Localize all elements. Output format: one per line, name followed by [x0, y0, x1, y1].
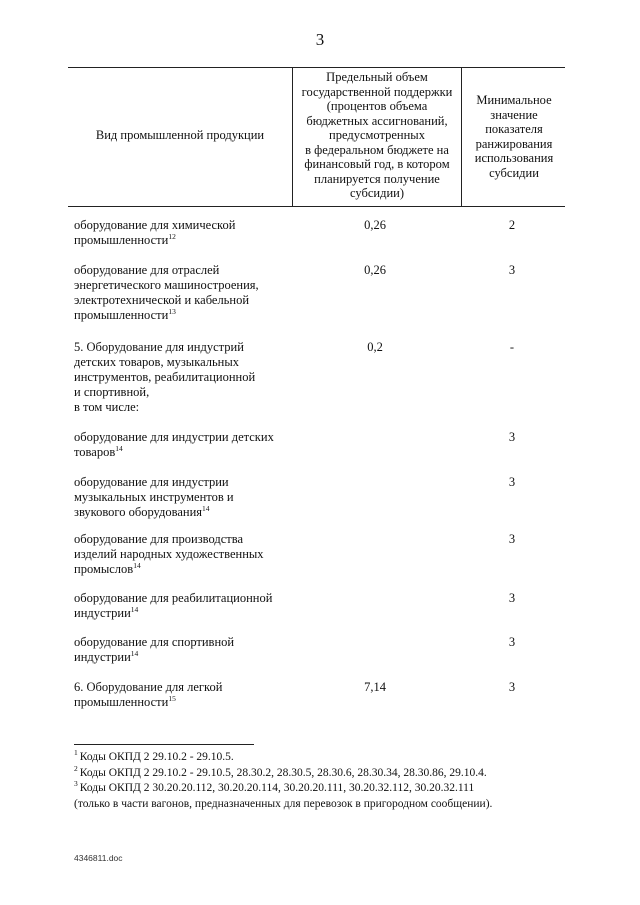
row-name-line: оборудование для реабилитационной — [74, 591, 273, 605]
row-name-line: оборудование для спортивной — [74, 635, 235, 649]
row-support-volume: 0,2 — [367, 340, 383, 354]
row-min-ranking: 3 — [508, 635, 516, 649]
table-top-rule — [68, 67, 565, 68]
header-line: государственной поддержки — [301, 84, 453, 99]
row-product-name — [74, 591, 289, 621]
row-product-name — [74, 218, 289, 248]
footnote-ref: 15 — [168, 693, 176, 703]
header-line: Предельный объем — [326, 70, 428, 84]
footnotes — [74, 750, 564, 812]
row-name-line: в том числе: — [74, 400, 140, 414]
row-name-line: индустрии$^{14}$ — [74, 648, 139, 664]
row-name-line: оборудование для отраслей — [74, 263, 220, 277]
footnote-ref: 14 — [130, 604, 139, 614]
footnote-ref: 14 — [115, 443, 123, 453]
footnote-ref: 13 — [168, 306, 176, 316]
header-product-type: Вид промышленной продукции — [95, 128, 265, 142]
row-product-name — [74, 263, 289, 323]
row-min-ranking: 3 — [508, 475, 516, 489]
row-name-line: промышленности$^{12}$ — [74, 231, 176, 247]
row-name-line: оборудование для индустрии — [74, 475, 229, 489]
footnote-ref: 12 — [168, 231, 176, 241]
header-line: значение — [490, 107, 538, 122]
row-name-line: электротехнической и кабельной — [74, 293, 250, 307]
table-header-divider-2 — [461, 67, 462, 206]
header-line: Минимальное — [476, 93, 552, 107]
row-min-ranking: 2 — [508, 218, 516, 232]
row-support-volume: 0,26 — [364, 218, 386, 232]
row-name-line: индустрии$^{14}$ — [74, 604, 139, 620]
row-product-name — [74, 532, 289, 577]
row-name-line: музыкальных инструментов и — [74, 490, 234, 504]
row-min-ranking: 3 — [508, 591, 516, 605]
row-name-line: 6. Оборудование для легкой — [74, 680, 223, 694]
row-name-line: промышленности$^{13}$ — [74, 306, 176, 322]
row-name-line: товаров$^{14}$ — [74, 443, 123, 459]
header-line: (процентов объема — [326, 99, 428, 113]
header-line: ранжирования — [475, 136, 553, 151]
row-name-line: промыслов$^{14}$ — [74, 560, 141, 576]
document-id: 4346811.doc — [74, 853, 123, 863]
row-name-line: оборудование для индустрии детских — [74, 430, 274, 444]
row-min-ranking: - — [509, 340, 515, 354]
header-line: планируется получение — [314, 171, 440, 186]
footnote-ref: 14 — [133, 560, 141, 570]
header-max-support-volume — [294, 70, 460, 201]
footnote-separator — [74, 744, 254, 745]
row-name-line: оборудование для химической — [74, 218, 236, 232]
row-name-line: изделий народных художественных — [74, 547, 264, 561]
page-number: 3 — [315, 30, 325, 49]
footnote-continuation: (только в части вагонов, предназначенных для перевозок в пригородном сообщении). — [74, 797, 493, 810]
header-min-ranking-value — [464, 93, 564, 180]
header-line: показателя — [485, 122, 543, 136]
row-min-ranking: 3 — [508, 430, 516, 444]
row-product-name — [74, 680, 289, 710]
row-name-line: инструментов, реабилитационной — [74, 370, 256, 384]
row-min-ranking: 3 — [508, 263, 516, 277]
row-product-name — [74, 430, 289, 460]
table-header-divider-1 — [292, 67, 293, 206]
row-name-line: промышленности$^{15}$ — [74, 693, 176, 709]
row-name-line: звукового оборудования$^{14}$ — [74, 503, 210, 519]
row-name-line: детских товаров, музыкальных — [74, 355, 240, 369]
footnote-ref: 14 — [130, 648, 139, 658]
footnote: $^1$ Коды ОКПД 2 29.10.2 - 29.10.5. — [74, 748, 234, 763]
row-min-ranking: 3 — [508, 532, 516, 546]
header-line: бюджетных ассигнований, — [306, 113, 448, 128]
row-support-volume: 7,14 — [364, 680, 386, 694]
header-line: субсидии — [489, 165, 539, 180]
table-header-bottom-rule — [68, 206, 565, 207]
header-line: в федеральном бюджете на — [305, 142, 449, 157]
header-line: финансовый год, в котором — [304, 157, 450, 171]
row-name-line: 5. Оборудование для индустрий — [74, 340, 244, 354]
footnote: $^2$ Коды ОКПД 2 29.10.2 - 29.10.5, 28.30.2, 28.30.5, 28.30.6, 28.30.34, 28.30.86, 29.10.4. — [74, 763, 487, 779]
row-name-line: и спортивной, — [74, 385, 150, 399]
row-product-name — [74, 475, 289, 520]
footnote-ref: 14 — [202, 503, 210, 513]
row-support-volume: 0,26 — [364, 263, 386, 277]
row-product-name — [74, 340, 289, 415]
header-line: субсидии) — [350, 186, 404, 200]
row-product-name — [74, 635, 289, 665]
row-name-line: энергетического машиностроения, — [74, 278, 259, 292]
row-name-line: оборудование для производства — [74, 532, 244, 546]
header-line: предусмотренных — [329, 128, 425, 142]
footnote: $^3$ Коды ОКПД 2 30.20.20.112, 30.20.20.114, 30.20.20.111, 30.20.32.112, 30.20.32.111 — [74, 779, 475, 794]
header-line: использования — [474, 151, 554, 165]
row-min-ranking: 3 — [508, 680, 516, 694]
